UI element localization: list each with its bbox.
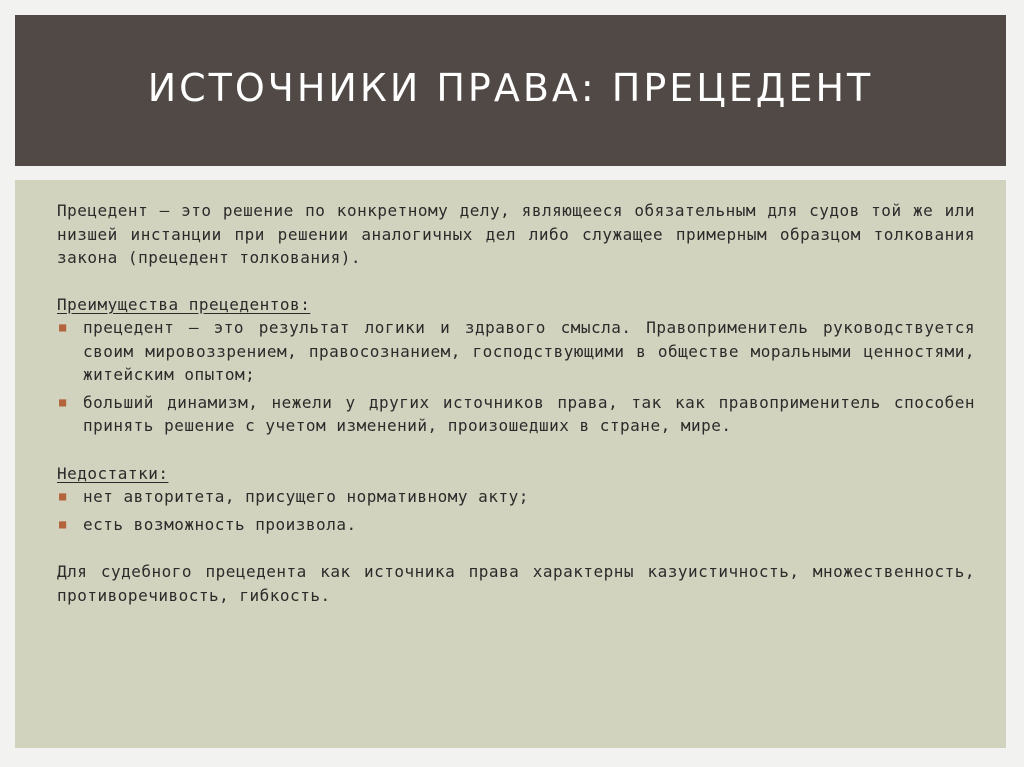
conclusion-paragraph: Для судебного прецедента как источника права характерны казуистичность, множественность, противоречивость, гибкость. <box>57 562 975 605</box>
title-bar <box>15 15 1006 166</box>
advantages-list <box>57 316 975 438</box>
list-item-text: прецедент — это результат логики и здравого смысла. Правоприменитель руководствуется своим мировоззрением, правосознанием, господствующими в обществе моральными ценностями, житейским опытом; <box>83 318 975 384</box>
advantages-heading: Преимущества прецедентов: <box>57 294 311 314</box>
disadvantages-heading: Недостатки: <box>57 463 169 483</box>
square-bullet-icon: ■ <box>59 489 67 503</box>
list-item <box>57 485 975 509</box>
list-item <box>57 391 975 438</box>
list-item <box>57 316 975 387</box>
square-bullet-icon: ■ <box>59 516 67 531</box>
list-item-text: больший динамизм, нежели у других источников права, так как правоприменитель способен принять решение с учетом изменений, произошедших в стране, мире. <box>83 392 975 435</box>
disadvantages-list <box>57 485 975 536</box>
list-item <box>57 513 975 537</box>
content-panel <box>15 180 1006 748</box>
definition-paragraph: Прецедент – это решение по конкретному делу, являющееся обязательным для судов той же или низшей инстанции при решении аналогичных дел либо служащее примерным образцом толкования закона (прецедент толкования). <box>57 201 975 267</box>
list-item-text: есть возможность произвола. <box>83 514 357 534</box>
square-bullet-icon: ■ <box>59 394 67 409</box>
slide-title: ИСТОЧНИКИ ПРАВА: ПРЕЦЕДЕНТ <box>147 65 874 110</box>
spacer <box>57 270 975 293</box>
list-item-text: нет авторитета, присущего нормативному акту; <box>83 487 529 506</box>
slide-content <box>57 199 975 607</box>
spacer <box>57 442 975 462</box>
spacer <box>57 540 975 560</box>
square-bullet-icon: ■ <box>59 320 67 334</box>
